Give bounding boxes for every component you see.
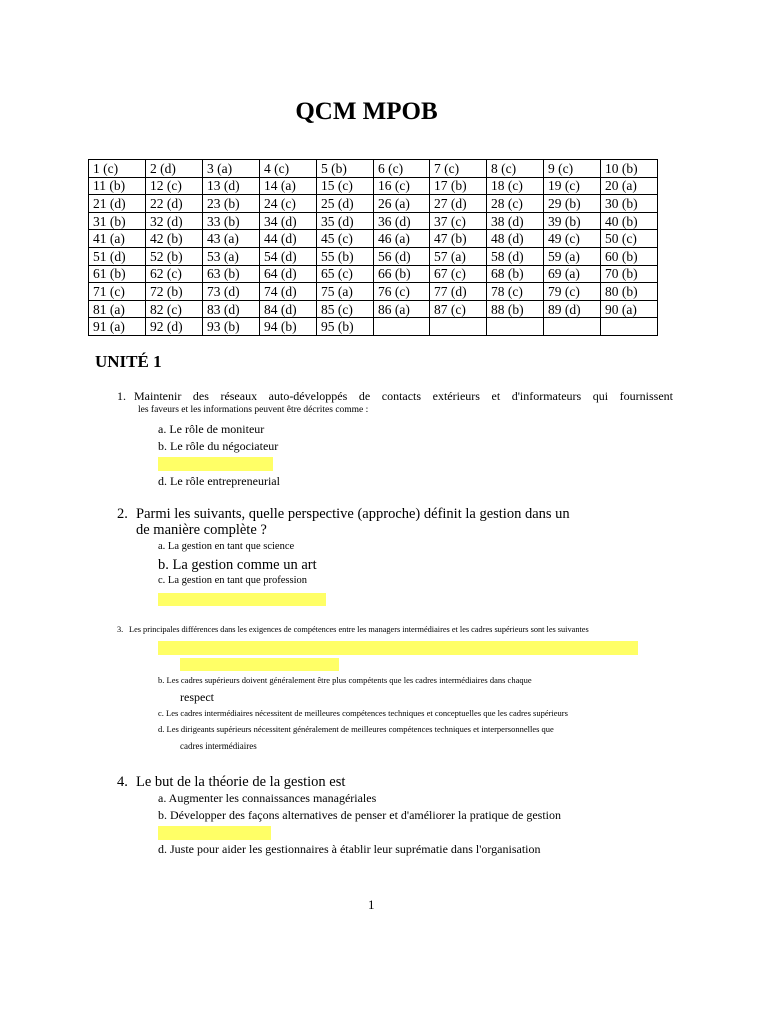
answer-cell: 87 (c)	[430, 300, 487, 318]
answer-row	[89, 195, 658, 213]
answer-cell: 68 (b)	[487, 265, 544, 283]
answer-cell: 23 (b)	[203, 195, 260, 213]
answer-cell: 93 (b)	[203, 318, 260, 336]
answer-cell: 29 (b)	[544, 195, 601, 213]
answer-row	[89, 177, 658, 195]
document-title: QCM MPOB	[295, 98, 438, 125]
question-3-option-a-highlight	[158, 641, 638, 655]
answer-cell: 76 (c)	[374, 283, 430, 301]
answer-cell: 35 (d)	[317, 212, 374, 230]
answer-cell: 65 (c)	[317, 265, 374, 283]
answer-row	[89, 300, 658, 318]
question-1-option-c-highlight	[158, 457, 273, 471]
answer-cell: 25 (d)	[317, 195, 374, 213]
answer-cell: 12 (c)	[146, 177, 203, 195]
answer-cell	[487, 318, 544, 336]
page-number: 1	[368, 897, 375, 912]
answer-cell: 92 (d)	[146, 318, 203, 336]
question-2-number: 2.	[117, 506, 128, 522]
answer-cell: 51 (d)	[89, 247, 146, 265]
answer-cell: 13 (d)	[203, 177, 260, 195]
answer-cell: 63 (b)	[203, 265, 260, 283]
answer-cell: 64 (d)	[260, 265, 317, 283]
answer-cell: 80 (b)	[601, 283, 658, 301]
question-2-option-c: c. La gestion en tant que profession	[158, 575, 307, 586]
answer-row	[89, 283, 658, 301]
answer-cell: 42 (b)	[146, 230, 203, 248]
question-3-option-b-cont: respect	[180, 690, 214, 704]
answer-cell: 24 (c)	[260, 195, 317, 213]
answer-cell: 67 (c)	[430, 265, 487, 283]
answer-cell: 14 (a)	[260, 177, 317, 195]
answer-cell: 1 (c)	[89, 160, 146, 178]
question-2-option-b: b. La gestion comme un art	[158, 557, 317, 573]
answer-cell: 36 (d)	[374, 212, 430, 230]
answer-row	[89, 247, 658, 265]
answer-cell: 3 (a)	[203, 160, 260, 178]
answer-cell: 88 (b)	[487, 300, 544, 318]
answer-cell: 61 (b)	[89, 265, 146, 283]
answer-cell: 45 (c)	[317, 230, 374, 248]
question-3-text: Les principales différences dans les exigences de compétences entre les managers intermédiaires et les cadres supérieurs sont les suivantes	[129, 625, 589, 634]
answer-cell: 16 (c)	[374, 177, 430, 195]
question-4-number: 4.	[117, 774, 128, 790]
answer-cell: 60 (b)	[601, 247, 658, 265]
question-1-option-d: d. Le rôle entrepreneurial	[158, 474, 280, 488]
question-4-option-a: a. Augmenter les connaissances managériales	[158, 791, 377, 805]
answer-cell: 86 (a)	[374, 300, 430, 318]
answer-cell: 50 (c)	[601, 230, 658, 248]
answer-cell: 56 (d)	[374, 247, 430, 265]
answer-cell: 34 (d)	[260, 212, 317, 230]
question-4-text: Le but de la théorie de la gestion est	[136, 774, 346, 790]
answer-cell: 54 (d)	[260, 247, 317, 265]
question-1-option-a: a. Le rôle de moniteur	[158, 422, 265, 436]
answer-cell: 55 (b)	[317, 247, 374, 265]
question-2-text: Parmi les suivants, quelle perspective (approche) définit la gestion dans un	[136, 506, 570, 522]
answer-cell: 52 (b)	[146, 247, 203, 265]
answer-cell: 90 (a)	[601, 300, 658, 318]
answer-row	[89, 160, 658, 178]
answer-cell: 11 (b)	[89, 177, 146, 195]
answer-cell: 6 (c)	[374, 160, 430, 178]
answer-cell	[430, 318, 487, 336]
answer-cell: 30 (b)	[601, 195, 658, 213]
answer-row	[89, 230, 658, 248]
answer-cell: 40 (b)	[601, 212, 658, 230]
question-3-option-b: b. Les cadres supérieurs doivent généralement être plus compétents que les cadres intermédiaires dans chaque	[158, 675, 532, 685]
answer-cell: 89 (d)	[544, 300, 601, 318]
answer-cell: 49 (c)	[544, 230, 601, 248]
answer-cell: 10 (b)	[601, 160, 658, 178]
answer-cell: 28 (c)	[487, 195, 544, 213]
answer-cell: 37 (c)	[430, 212, 487, 230]
answer-cell: 83 (d)	[203, 300, 260, 318]
question-1-text: Maintenir des réseaux auto-développés de contacts extérieurs et d'informateurs qui fournissent	[134, 389, 673, 403]
question-3-option-c: c. Les cadres intermédiaires nécessitent de meilleures compétences techniques et conceptuelles que les cadres supérieurs	[158, 708, 568, 718]
unit-heading: UNITÉ 1	[95, 352, 162, 371]
answer-cell: 20 (a)	[601, 177, 658, 195]
answer-cell	[544, 318, 601, 336]
answer-cell: 78 (c)	[487, 283, 544, 301]
question-3-option-d-cont: cadres intermédiaires	[180, 741, 257, 751]
answer-cell: 32 (d)	[146, 212, 203, 230]
answer-cell: 38 (d)	[487, 212, 544, 230]
answer-cell: 27 (d)	[430, 195, 487, 213]
answer-cell: 26 (a)	[374, 195, 430, 213]
answer-cell: 59 (a)	[544, 247, 601, 265]
answer-cell: 95 (b)	[317, 318, 374, 336]
answer-cell: 82 (c)	[146, 300, 203, 318]
question-4-option-d: d. Juste pour aider les gestionnaires à établir leur suprématie dans l'organisation	[158, 842, 541, 856]
answer-cell: 44 (d)	[260, 230, 317, 248]
answer-cell: 39 (b)	[544, 212, 601, 230]
answer-row	[89, 212, 658, 230]
question-2-text-cont: de manière complète ?	[136, 522, 267, 538]
answer-cell: 7 (c)	[430, 160, 487, 178]
answer-cell: 91 (a)	[89, 318, 146, 336]
question-4-option-c-highlight	[158, 826, 271, 840]
answer-cell: 41 (a)	[89, 230, 146, 248]
question-3-number: 3.	[117, 625, 124, 634]
question-4-option-b: b. Développer des façons alternatives de penser et d'améliorer la pratique de gestion	[158, 808, 562, 822]
answer-cell: 58 (d)	[487, 247, 544, 265]
answer-cell: 2 (d)	[146, 160, 203, 178]
answer-cell: 43 (a)	[203, 230, 260, 248]
answer-cell: 79 (c)	[544, 283, 601, 301]
answer-key-table	[88, 159, 658, 336]
answer-cell: 33 (b)	[203, 212, 260, 230]
answer-cell: 48 (d)	[487, 230, 544, 248]
answer-cell: 31 (b)	[89, 212, 146, 230]
answer-cell: 81 (a)	[89, 300, 146, 318]
answer-cell: 5 (b)	[317, 160, 374, 178]
answer-cell: 73 (d)	[203, 283, 260, 301]
answer-cell: 18 (c)	[487, 177, 544, 195]
answer-cell	[601, 318, 658, 336]
answer-cell: 21 (d)	[89, 195, 146, 213]
answer-cell: 19 (c)	[544, 177, 601, 195]
answer-cell: 62 (c)	[146, 265, 203, 283]
answer-row	[89, 265, 658, 283]
answer-cell: 70 (b)	[601, 265, 658, 283]
answer-cell: 57 (a)	[430, 247, 487, 265]
answer-cell: 9 (c)	[544, 160, 601, 178]
answer-cell: 75 (a)	[317, 283, 374, 301]
answer-cell: 15 (c)	[317, 177, 374, 195]
answer-row	[89, 318, 658, 336]
answer-cell	[374, 318, 430, 336]
question-2-option-d-highlight	[158, 593, 326, 606]
answer-cell: 71 (c)	[89, 283, 146, 301]
answer-cell: 53 (a)	[203, 247, 260, 265]
answer-cell: 94 (b)	[260, 318, 317, 336]
answer-cell: 17 (b)	[430, 177, 487, 195]
answer-cell: 46 (a)	[374, 230, 430, 248]
question-1-text-cont: les faveurs et les informations peuvent être décrites comme :	[138, 405, 369, 415]
answer-key-body	[89, 160, 658, 336]
answer-cell: 69 (a)	[544, 265, 601, 283]
answer-cell: 74 (d)	[260, 283, 317, 301]
answer-cell: 84 (d)	[260, 300, 317, 318]
answer-cell: 4 (c)	[260, 160, 317, 178]
answer-cell: 8 (c)	[487, 160, 544, 178]
answer-cell: 72 (b)	[146, 283, 203, 301]
answer-cell: 85 (c)	[317, 300, 374, 318]
question-3-option-d: d. Les dirigeants supérieurs nécessitent généralement de meilleures compétences techniques et interpersonnelles que	[158, 724, 554, 734]
answer-cell: 22 (d)	[146, 195, 203, 213]
question-1-option-b: b. Le rôle du négociateur	[158, 439, 279, 453]
question-2-option-a: a. La gestion en tant que science	[158, 541, 295, 552]
question-1-number: 1.	[117, 389, 126, 403]
answer-cell: 77 (d)	[430, 283, 487, 301]
question-3-option-a-highlight-cont	[180, 658, 339, 671]
answer-cell: 47 (b)	[430, 230, 487, 248]
answer-cell: 66 (b)	[374, 265, 430, 283]
